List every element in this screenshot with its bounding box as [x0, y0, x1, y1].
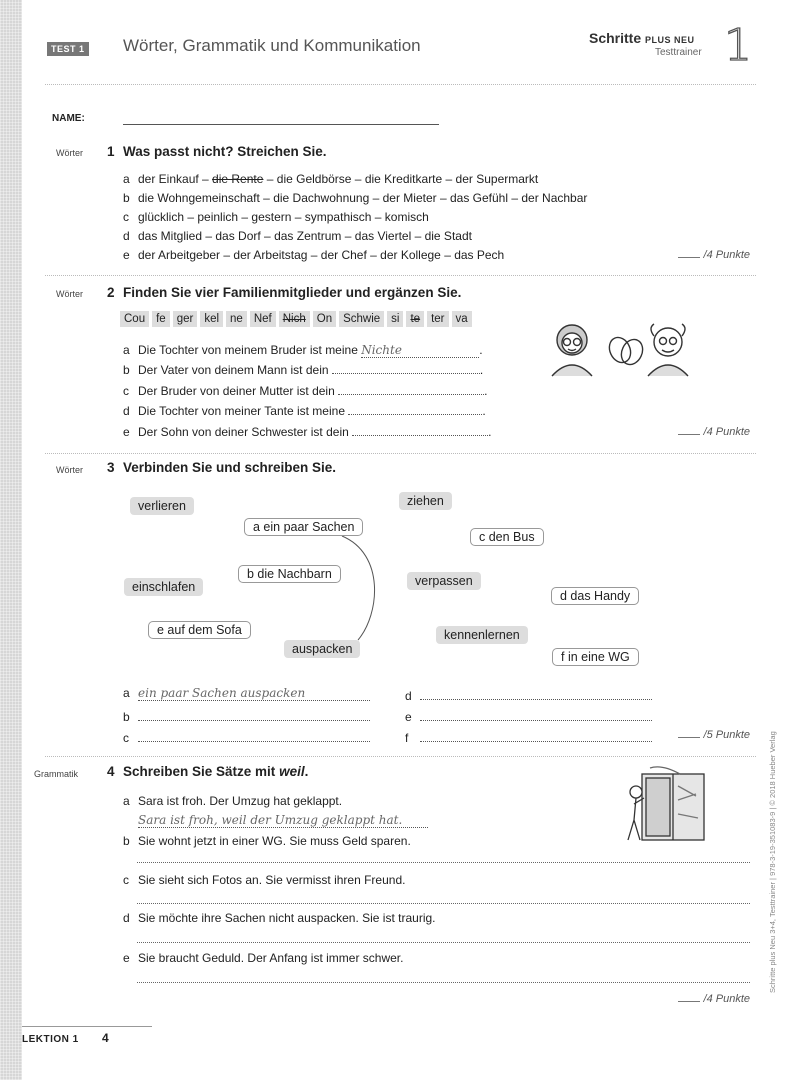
- points-field[interactable]: [678, 737, 700, 738]
- answer-field[interactable]: [420, 707, 652, 721]
- ex4-points: [678, 993, 750, 1005]
- ex2-category: Wörter: [56, 289, 83, 299]
- object-c[interactable]: c den Bus: [470, 528, 544, 546]
- ex4-row-c[interactable]: [123, 873, 405, 887]
- object-a[interactable]: a ein paar Sachen: [244, 518, 363, 536]
- points-label: /5 Punkte: [703, 729, 750, 741]
- object-f[interactable]: f in eine WG: [552, 648, 639, 666]
- answer-field[interactable]: ein paar Sachen auspacken: [138, 686, 370, 701]
- row-letter: b: [123, 363, 130, 377]
- verb-kennenlernen[interactable]: kennenlernen: [436, 626, 528, 644]
- footer-lesson: LEKTION 1: [22, 1034, 79, 1045]
- ex4-answer-c[interactable]: [137, 903, 750, 904]
- row-letter: a: [123, 686, 130, 700]
- ex2-number: 2: [107, 285, 115, 300]
- points-label: /4 Punkte: [703, 249, 750, 261]
- ex4-title-end: .: [304, 764, 309, 779]
- row-letter: a: [123, 343, 130, 357]
- ex1-row-e[interactable]: [123, 248, 504, 262]
- ex4-answer-d[interactable]: [137, 942, 750, 943]
- brand-name: Schritte: [589, 30, 642, 46]
- ex1-row-b[interactable]: [123, 191, 587, 205]
- ex4-row-b[interactable]: [123, 834, 411, 848]
- row-letter: e: [405, 710, 412, 724]
- ex4-title-keyword: weil: [279, 764, 305, 779]
- row-text: Der Bruder von deiner Mutter ist dein: [138, 384, 335, 398]
- row-text: glücklich – peinlich – gestern – sympathisch – komisch: [138, 210, 429, 224]
- object-e[interactable]: e auf dem Sofa: [148, 621, 251, 639]
- ex1-title-text: Was passt nicht? Streichen Sie.: [123, 144, 327, 159]
- row-letter: a: [123, 794, 130, 808]
- row-letter: e: [123, 248, 130, 262]
- answer-field[interactable]: [420, 686, 652, 700]
- ex2-title-text: Finden Sie vier Familienmitglieder und ergänzen Sie.: [123, 285, 462, 300]
- brand-logo: [589, 30, 695, 46]
- row-text: Sie möchte ihre Sachen nicht auspacken. Sie ist traurig.: [138, 911, 436, 925]
- row-text: Sie sieht sich Fotos an. Sie vermisst ihren Freund.: [138, 873, 406, 887]
- row-text: Sie braucht Geduld. Der Anfang ist immer schwer.: [138, 951, 404, 965]
- ex2-row-d[interactable]: [123, 404, 486, 418]
- footer-divider: [22, 1026, 152, 1027]
- row-letter: e: [123, 425, 130, 439]
- ex2-row-b[interactable]: [123, 363, 483, 377]
- row-text: Sie wohnt jetzt in einer WG. Sie muss Geld sparen.: [138, 834, 411, 848]
- row-period: .: [484, 384, 488, 398]
- points-label: /4 Punkte: [703, 426, 750, 438]
- answer-field[interactable]: [332, 373, 480, 374]
- row-letter: d: [123, 229, 130, 243]
- ex1-row-c[interactable]: [123, 210, 429, 224]
- row-text: der Einkauf –: [138, 172, 213, 186]
- points-field[interactable]: [678, 1001, 700, 1002]
- ex4-number: 4: [107, 764, 115, 779]
- copyright-side-text: Schritte plus Neu 3+4, Testtrainer | 978-3-19-351083-9 | © 2018 Hueber Verlag: [768, 731, 777, 993]
- ex3-title-text: Verbinden Sie und schreiben Sie.: [123, 460, 337, 475]
- row-text: die Wohngemeinschaft – die Dachwohnung – der Mieter – das Gefühl – der Nachbar: [138, 191, 588, 205]
- name-field[interactable]: [123, 124, 439, 125]
- ex2-points: [678, 426, 750, 438]
- ex4-row-a[interactable]: [123, 794, 342, 808]
- ex1-title: [107, 144, 327, 159]
- left-binding-strip: [0, 0, 22, 1080]
- section-divider: [45, 453, 756, 454]
- syllable: kel: [200, 311, 223, 327]
- moving-illustration: [622, 766, 718, 844]
- answer-field[interactable]: [338, 394, 484, 395]
- row-period: .: [488, 425, 492, 439]
- ex2-title: [107, 285, 461, 300]
- row-letter: a: [123, 172, 130, 186]
- syllable: Schwie: [339, 311, 384, 327]
- answer-field[interactable]: Nichte: [361, 343, 479, 358]
- row-text: das Mitglied – das Dorf – das Zentrum – das Viertel – die Stadt: [138, 229, 472, 243]
- points-label: /4 Punkte: [703, 993, 750, 1005]
- header-divider: [45, 84, 756, 85]
- row-letter: c: [123, 210, 129, 224]
- row-letter: b: [123, 710, 130, 724]
- verb-auspacken[interactable]: auspacken: [284, 640, 360, 658]
- syllable: ne: [226, 311, 247, 327]
- ex1-number: 1: [107, 144, 115, 159]
- syllable: fe: [152, 311, 170, 327]
- ex4-title: [107, 764, 308, 779]
- ex4-answer-b[interactable]: [137, 862, 750, 863]
- row-letter: f: [405, 731, 409, 745]
- row-text: Sara ist froh. Der Umzug hat geklappt.: [138, 794, 343, 808]
- ex3-answer-f[interactable]: [405, 728, 652, 745]
- ex4-answer-e[interactable]: [137, 982, 750, 983]
- syllable-bar: [120, 311, 472, 327]
- ex3-number: 3: [107, 460, 115, 475]
- test-badge: TEST 1: [47, 42, 89, 56]
- answer-field[interactable]: [138, 707, 370, 721]
- row-letter: d: [123, 404, 130, 418]
- verb-ziehen[interactable]: ziehen: [399, 492, 452, 510]
- object-d[interactable]: d das Handy: [551, 587, 639, 605]
- ex3-answer-d[interactable]: [405, 686, 652, 703]
- row-letter: c: [123, 731, 129, 745]
- verb-verlieren[interactable]: verlieren: [130, 497, 194, 515]
- row-letter: e: [123, 951, 130, 965]
- ex1-points: [678, 249, 750, 261]
- row-text: Die Tochter von meinem Bruder ist meine: [138, 343, 358, 357]
- row-period: .: [482, 404, 486, 418]
- ex2-row-c[interactable]: [123, 384, 487, 398]
- ex1-category: Wörter: [56, 148, 83, 158]
- ex4-answer-a[interactable]: Sara ist froh, weil der Umzug geklappt hat.: [138, 813, 428, 828]
- verb-einschlafen[interactable]: einschlafen: [124, 578, 203, 596]
- row-letter: b: [123, 191, 130, 205]
- lesson-number: 1: [724, 20, 752, 71]
- points-field[interactable]: [678, 257, 700, 258]
- syllable: On: [313, 311, 336, 327]
- ex3-points: [678, 729, 750, 741]
- ex2-row-e[interactable]: [123, 425, 491, 439]
- ex4-row-d[interactable]: [123, 911, 436, 925]
- syllable-struck: te: [406, 311, 424, 327]
- row-letter: d: [405, 689, 412, 703]
- ex3-answer-c[interactable]: [123, 728, 370, 745]
- syllable: Nef: [250, 311, 276, 327]
- ex3-answer-a[interactable]: [123, 686, 370, 701]
- ex3-answer-e[interactable]: [405, 707, 652, 724]
- struck-word: die Rente: [212, 172, 264, 186]
- points-field[interactable]: [678, 434, 700, 435]
- row-text: Die Tochter von meiner Tante ist meine: [138, 404, 345, 418]
- page-title: Wörter, Grammatik und Kommunikation: [123, 36, 421, 55]
- syllable: Cou: [120, 311, 149, 327]
- brand-subtitle: Testtrainer: [655, 47, 702, 58]
- name-label: NAME:: [52, 113, 85, 124]
- connector-line: [340, 534, 390, 644]
- syllable: ter: [427, 311, 448, 327]
- ex4-category: Grammatik: [34, 769, 79, 779]
- row-letter: b: [123, 834, 130, 848]
- ex1-row-d[interactable]: [123, 229, 472, 243]
- answer-field[interactable]: [138, 728, 370, 742]
- brand-suffix: PLUS NEU: [645, 35, 695, 45]
- row-letter: c: [123, 384, 129, 398]
- object-b[interactable]: b die Nachbarn: [238, 565, 341, 583]
- row-letter: c: [123, 873, 129, 887]
- ex4-row-e[interactable]: [123, 951, 403, 965]
- ex3-answer-b[interactable]: [123, 707, 370, 724]
- ex1-row-a[interactable]: [123, 172, 538, 186]
- answer-field[interactable]: [420, 728, 652, 742]
- row-text: – die Geldbörse – die Kreditkarte – der Supermarkt: [263, 172, 539, 186]
- row-text: Der Vater von deinem Mann ist dein: [138, 363, 329, 377]
- row-period: .: [479, 343, 483, 357]
- row-text: der Arbeitgeber – der Arbeitstag – der Chef – der Kollege – das Pech: [138, 248, 505, 262]
- syllable: va: [452, 311, 472, 327]
- section-divider: [45, 756, 756, 757]
- syllable: ger: [173, 311, 198, 327]
- row-period: .: [479, 363, 484, 377]
- ex3-category: Wörter: [56, 465, 83, 475]
- ex4-title-text: Schreiben Sie Sätze mit: [123, 764, 280, 779]
- row-letter: d: [123, 911, 130, 925]
- ex3-title: [107, 460, 336, 475]
- syllable: si: [387, 311, 403, 327]
- ex2-row-a[interactable]: [123, 343, 483, 358]
- answer-field[interactable]: [348, 414, 482, 415]
- row-text: Der Sohn von deiner Schwester ist dein: [138, 425, 349, 439]
- page-number: 4: [102, 1031, 109, 1045]
- answer-field[interactable]: [352, 435, 488, 436]
- section-divider: [45, 275, 756, 276]
- syllable-struck: Nich: [279, 311, 310, 327]
- grandparents-illustration: [548, 316, 696, 378]
- verb-verpassen[interactable]: verpassen: [407, 572, 481, 590]
